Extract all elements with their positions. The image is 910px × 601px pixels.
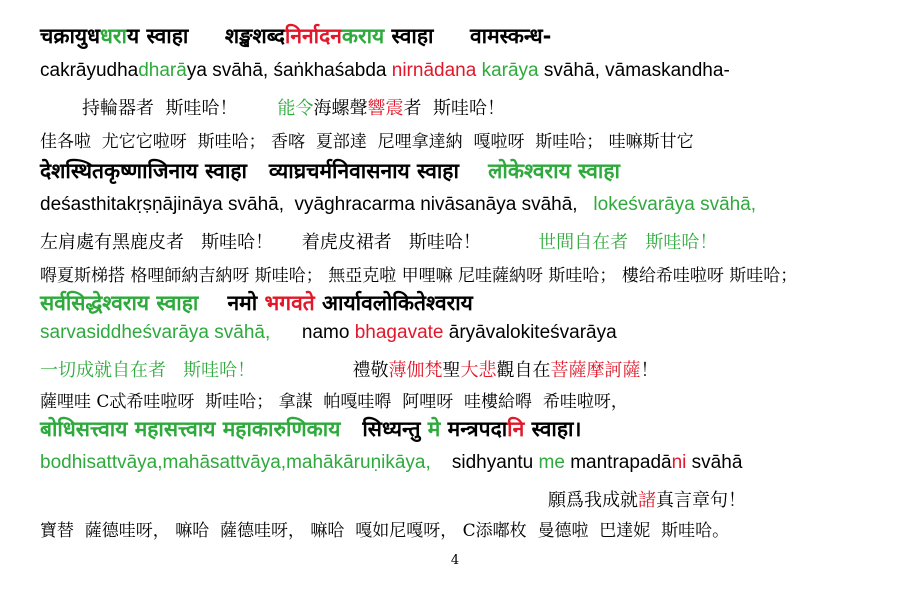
text-segment: 薄伽梵 <box>388 360 443 381</box>
text-line-4 <box>40 157 910 185</box>
text-line-14 <box>548 486 910 512</box>
text-line-10 <box>40 356 910 382</box>
text-segment: 聖 <box>442 360 461 381</box>
text-segment: भगवते <box>264 291 315 315</box>
text-segment: 持輪器者 斯哇哈！ <box>82 98 278 119</box>
text-segment: svāhā, vāmaskandha- <box>538 60 730 81</box>
text-line-8 <box>40 289 910 317</box>
text-segment: 薩哩哇 C忒希哇啦呀 斯哇哈； 拿謀 帕嘎哇嘚 阿哩呀 哇樓給嘚 希哇啦呀， <box>40 392 628 412</box>
text-segment: 願爲我成就 <box>548 490 638 511</box>
text-line-13 <box>40 452 910 474</box>
text-segment: 世間自在者 斯哇哈！ <box>538 232 718 253</box>
text-segment: 禮敬 <box>255 360 389 381</box>
text-segment: देशस्थितकृष्णाजिनाय स्वाहा व्याघ्रचर्मनिवासनाय स्वाहा <box>40 159 489 183</box>
text-segment: 真言章句！ <box>656 490 746 511</box>
text-segment: सिध्यन्तु <box>340 417 428 441</box>
text-segment: bodhisattvāya,mahāsattvāya,mahākāruṇikāya, <box>40 452 431 473</box>
text-line-2 <box>82 94 910 120</box>
text-segment: कराय <box>341 24 385 48</box>
text-segment: आर्यावलोकितेश्वराय <box>314 291 473 315</box>
text-segment: sidhyantu <box>430 452 539 473</box>
text-line-9 <box>40 322 910 344</box>
text-line-3 <box>40 127 910 152</box>
text-segment: 諸 <box>638 490 656 511</box>
text-segment: नि <box>507 417 525 441</box>
text-line-15 <box>40 516 910 541</box>
text-segment: 左肩處有黑鹿皮者 斯哇哈！ 着虎皮裙者 斯哇哈！ <box>40 232 539 253</box>
text-segment: निर्नादन <box>284 24 342 48</box>
text-line-0 <box>40 22 910 50</box>
text-segment: 海螺聲 <box>313 98 368 119</box>
text-segment: 響震 <box>367 98 404 119</box>
text-segment: 能令 <box>277 98 314 119</box>
text-segment: 嘚夏斯梯搭 格哩師納吉納呀 斯哇哈； 無亞克啦 甲哩嘛 尼哇薩納呀 斯哇哈； 樓给希哇啦呀 斯哇哈； <box>40 266 798 286</box>
text-segment: lokeśvarāya svāhā, <box>593 194 757 215</box>
text-segment: dharā <box>138 60 187 81</box>
text-segment: namo <box>270 322 355 343</box>
text-line-7 <box>40 261 910 286</box>
text-segment: cakrāyudha <box>40 60 139 81</box>
text-segment: 佳各啦 尤它它啦呀 斯哇哈； 香喀 夏部達 尼哩拿達納 嘎啦呀 斯哇哈； 哇嘛斯甘它 <box>40 132 694 152</box>
text-segment: 菩薩摩訶薩 <box>550 360 641 381</box>
text-line-5 <box>40 194 910 216</box>
text-segment: स्वाहा वामस्कन्ध- <box>384 24 552 48</box>
text-segment: 寶替 薩德哇呀， 嘛哈 薩德哇呀， 嘛哈 嘎如尼嘎呀， C添嘟枚 曼德啦 巴達妮 斯哇哈。 <box>40 521 730 541</box>
text-segment: सर्वसिद्धेश्वराय स्वाहा <box>40 291 199 315</box>
text-segment: चक्रायुध <box>40 24 100 48</box>
text-segment: sarvasiddheśvarāya svāhā, <box>40 322 271 343</box>
text-segment: स्वाहा। <box>524 417 582 441</box>
text-segment: svāhā <box>686 452 743 473</box>
text-line-1 <box>40 60 910 82</box>
text-segment: mantrapadā <box>564 452 672 473</box>
text-segment: य स्वाहा शङ्खशब्द <box>126 24 285 48</box>
text-segment: ni <box>671 452 687 473</box>
text-segment: 者 斯哇哈！ <box>403 98 505 119</box>
text-segment: 觀自在 <box>496 360 551 381</box>
text-line-12 <box>40 415 910 443</box>
text-segment: 一切成就自在者 斯哇哈！ <box>40 360 256 381</box>
page-number: 4 <box>450 553 460 568</box>
text-segment: धरा <box>100 24 127 48</box>
text-segment: karāya <box>481 60 539 81</box>
text-line-11 <box>40 387 910 412</box>
text-segment: लोकेश्वराय स्वाहा <box>488 159 620 183</box>
text-segment: me <box>538 452 565 473</box>
text-segment: bhagavate <box>354 322 444 343</box>
text-segment: बोधिसत्त्वाय महासत्त्वाय महाकारुणिकाय <box>40 417 341 441</box>
text-segment: ya svāhā, śaṅkhaśabda <box>186 60 392 81</box>
text-segment: nirnādana <box>391 60 477 81</box>
text-segment: deśasthitakṛṣṇājināya svāhā, vyāghracarma nivāsanāya svāhā, <box>40 194 594 215</box>
text-segment: मन्त्रपदा <box>440 417 508 441</box>
text-segment: ！ <box>640 360 659 381</box>
text-segment: āryāvalokiteśvarāya <box>443 322 617 343</box>
text-line-6 <box>40 228 910 254</box>
text-segment: नमो <box>198 291 265 315</box>
text-segment: 大悲 <box>460 360 497 381</box>
text-segment: मे <box>427 417 441 441</box>
